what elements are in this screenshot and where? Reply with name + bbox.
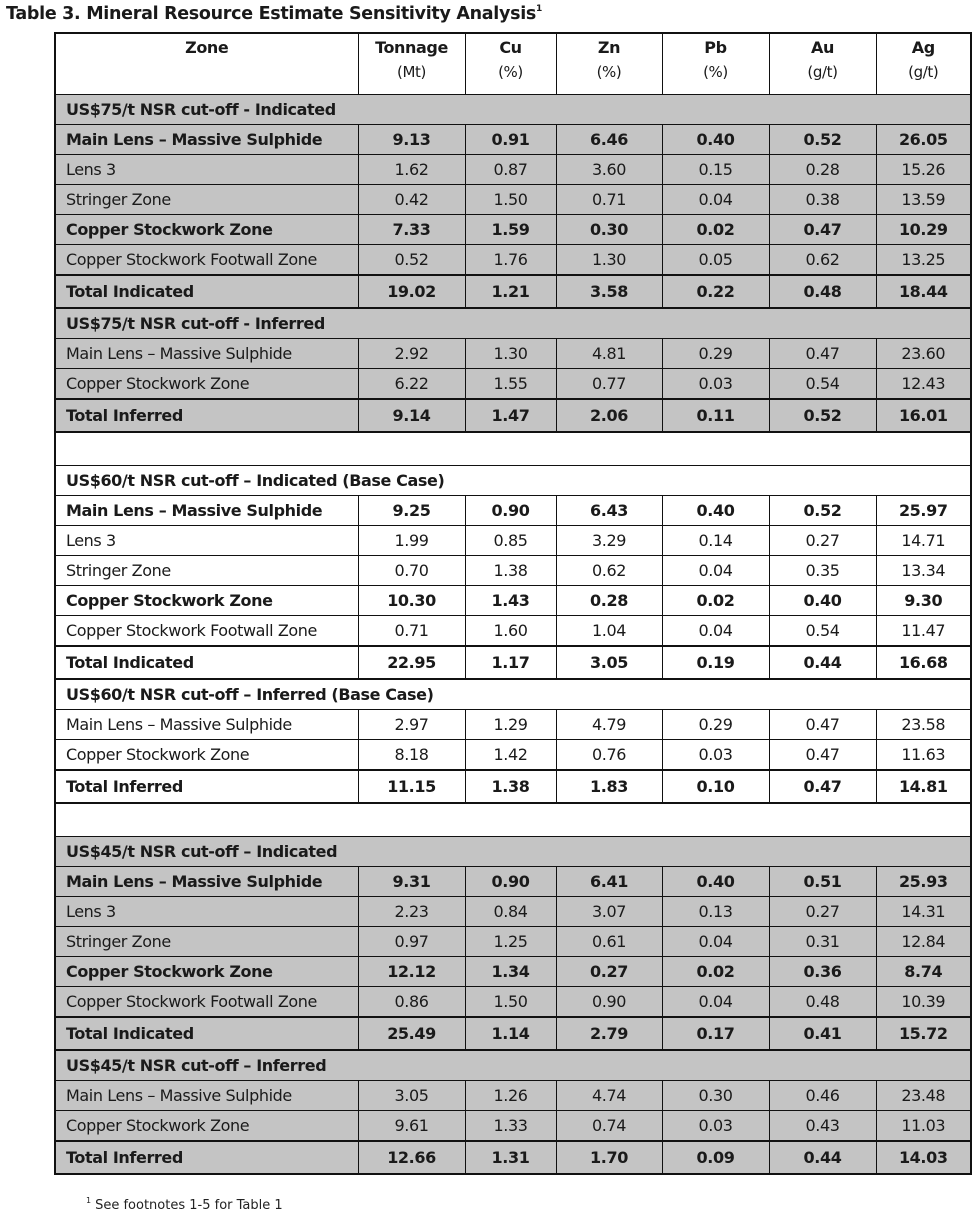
table-row (55, 616, 971, 647)
value-cell: 0.44 (769, 1141, 876, 1174)
value-cell: 2.92 (358, 339, 465, 369)
value-cell: 0.10 (662, 770, 769, 803)
value-cell: 0.05 (662, 245, 769, 276)
value-cell: 13.25 (876, 245, 971, 276)
column-header-pb: Pb (%) (662, 33, 769, 95)
value-cell: 0.85 (465, 526, 556, 556)
footnote-marker: 1 (86, 1196, 92, 1205)
value-cell: 0.40 (662, 496, 769, 526)
value-cell: 1.70 (556, 1141, 662, 1174)
value-cell: 0.17 (662, 1017, 769, 1050)
table-row (55, 215, 971, 245)
value-cell: 0.47 (769, 710, 876, 740)
value-cell: 11.15 (358, 770, 465, 803)
value-cell: 0.51 (769, 867, 876, 897)
value-cell: 6.22 (358, 369, 465, 400)
value-cell: 0.97 (358, 927, 465, 957)
value-cell: 9.14 (358, 399, 465, 432)
value-cell: 9.31 (358, 867, 465, 897)
value-cell: 0.40 (662, 867, 769, 897)
total-row (55, 399, 971, 432)
value-cell: 10.30 (358, 586, 465, 616)
value-cell: 0.61 (556, 927, 662, 957)
spacer-cell (55, 432, 971, 466)
spacer-row (55, 432, 971, 466)
table-title-text: Table 3. Mineral Resource Estimate Sensitivity Analysis (6, 4, 537, 24)
value-cell: 10.39 (876, 987, 971, 1018)
value-cell: 0.71 (358, 616, 465, 647)
value-cell: 1.59 (465, 215, 556, 245)
value-cell: 4.81 (556, 339, 662, 369)
value-cell: 10.29 (876, 215, 971, 245)
value-cell: 8.74 (876, 957, 971, 987)
value-cell: 12.84 (876, 927, 971, 957)
section-title: US$45/t NSR cut-off – Indicated (55, 837, 971, 867)
zone-cell: Copper Stockwork Footwall Zone (55, 616, 358, 647)
value-cell: 12.66 (358, 1141, 465, 1174)
value-cell: 1.14 (465, 1017, 556, 1050)
spacer-row (55, 803, 971, 837)
value-cell: 1.30 (465, 339, 556, 369)
zone-cell: Copper Stockwork Zone (55, 586, 358, 616)
value-cell: 0.30 (662, 1081, 769, 1111)
value-cell: 0.02 (662, 215, 769, 245)
table-title (6, 4, 542, 24)
total-row (55, 770, 971, 803)
value-cell: 25.97 (876, 496, 971, 526)
zone-cell: Copper Stockwork Zone (55, 740, 358, 771)
table-row (55, 496, 971, 526)
value-cell: 0.28 (769, 155, 876, 185)
table-row (55, 526, 971, 556)
value-cell: 0.04 (662, 616, 769, 647)
table-row (55, 556, 971, 586)
value-cell: 0.35 (769, 556, 876, 586)
value-cell: 0.52 (769, 399, 876, 432)
value-cell: 3.05 (556, 646, 662, 679)
value-cell: 25.93 (876, 867, 971, 897)
table-row (55, 155, 971, 185)
section-title: US$60/t NSR cut-off – Inferred (Base Case) (55, 679, 971, 710)
footnote-text: See footnotes 1-5 for Table 1 (95, 1198, 283, 1213)
value-cell: 0.90 (556, 987, 662, 1018)
value-cell: 0.27 (556, 957, 662, 987)
table-row (55, 927, 971, 957)
zone-cell: Lens 3 (55, 155, 358, 185)
value-cell: 1.60 (465, 616, 556, 647)
value-cell: 4.74 (556, 1081, 662, 1111)
value-cell: 23.60 (876, 339, 971, 369)
column-header-tonnage: Tonnage (Mt) (358, 33, 465, 95)
section-title: US$60/t NSR cut-off – Indicated (Base Case) (55, 466, 971, 496)
zone-cell: Stringer Zone (55, 556, 358, 586)
value-cell: 0.38 (769, 185, 876, 215)
table-row (55, 339, 971, 369)
zone-cell: Total Indicated (55, 646, 358, 679)
value-cell: 15.26 (876, 155, 971, 185)
value-cell: 1.38 (465, 770, 556, 803)
value-cell: 0.90 (465, 867, 556, 897)
value-cell: 1.47 (465, 399, 556, 432)
zone-cell: Total Inferred (55, 770, 358, 803)
value-cell: 16.01 (876, 399, 971, 432)
value-cell: 2.23 (358, 897, 465, 927)
zone-cell: Copper Stockwork Footwall Zone (55, 987, 358, 1018)
value-cell: 0.54 (769, 616, 876, 647)
title-footnote-marker: 1 (536, 4, 542, 14)
value-cell: 9.30 (876, 586, 971, 616)
value-cell: 0.77 (556, 369, 662, 400)
value-cell: 15.72 (876, 1017, 971, 1050)
value-cell: 0.29 (662, 339, 769, 369)
value-cell: 0.47 (769, 740, 876, 771)
section-header-row (55, 837, 971, 867)
column-header-au: Au (g/t) (769, 33, 876, 95)
total-row (55, 1017, 971, 1050)
value-cell: 0.29 (662, 710, 769, 740)
table-row (55, 586, 971, 616)
zone-cell: Main Lens – Massive Sulphide (55, 710, 358, 740)
value-cell: 0.14 (662, 526, 769, 556)
value-cell: 1.62 (358, 155, 465, 185)
value-cell: 0.11 (662, 399, 769, 432)
zone-cell: Total Indicated (55, 1017, 358, 1050)
value-cell: 18.44 (876, 275, 971, 308)
value-cell: 19.02 (358, 275, 465, 308)
value-cell: 0.04 (662, 556, 769, 586)
footnote (86, 1196, 283, 1213)
zone-cell: Stringer Zone (55, 185, 358, 215)
value-cell: 0.52 (769, 125, 876, 155)
section-header-row (55, 308, 971, 339)
table-header-row (55, 33, 971, 95)
value-cell: 0.87 (465, 155, 556, 185)
value-cell: 13.59 (876, 185, 971, 215)
value-cell: 0.84 (465, 897, 556, 927)
value-cell: 6.43 (556, 496, 662, 526)
value-cell: 0.03 (662, 740, 769, 771)
value-cell: 0.42 (358, 185, 465, 215)
value-cell: 25.49 (358, 1017, 465, 1050)
value-cell: 11.03 (876, 1111, 971, 1142)
table-row (55, 740, 971, 771)
value-cell: 14.31 (876, 897, 971, 927)
value-cell: 1.99 (358, 526, 465, 556)
value-cell: 12.43 (876, 369, 971, 400)
zone-cell: Stringer Zone (55, 927, 358, 957)
value-cell: 6.46 (556, 125, 662, 155)
value-cell: 2.97 (358, 710, 465, 740)
section-header-row (55, 466, 971, 496)
value-cell: 0.62 (556, 556, 662, 586)
value-cell: 8.18 (358, 740, 465, 771)
spacer-cell (55, 803, 971, 837)
value-cell: 0.03 (662, 369, 769, 400)
value-cell: 1.50 (465, 185, 556, 215)
value-cell: 3.58 (556, 275, 662, 308)
table-row (55, 867, 971, 897)
section-header-row (55, 95, 971, 125)
table-row (55, 369, 971, 400)
value-cell: 1.17 (465, 646, 556, 679)
value-cell: 0.91 (465, 125, 556, 155)
table-row (55, 245, 971, 276)
value-cell: 0.44 (769, 646, 876, 679)
value-cell: 2.06 (556, 399, 662, 432)
value-cell: 14.81 (876, 770, 971, 803)
total-row (55, 646, 971, 679)
zone-cell: Copper Stockwork Zone (55, 215, 358, 245)
value-cell: 0.90 (465, 496, 556, 526)
table-row (55, 957, 971, 987)
value-cell: 0.48 (769, 275, 876, 308)
value-cell: 0.48 (769, 987, 876, 1018)
value-cell: 0.02 (662, 957, 769, 987)
value-cell: 0.54 (769, 369, 876, 400)
value-cell: 1.38 (465, 556, 556, 586)
value-cell: 0.70 (358, 556, 465, 586)
value-cell: 0.15 (662, 155, 769, 185)
zone-cell: Copper Stockwork Footwall Zone (55, 245, 358, 276)
column-header-zn: Zn (%) (556, 33, 662, 95)
resource-sensitivity-table (54, 32, 972, 1175)
value-cell: 11.47 (876, 616, 971, 647)
section-header-row (55, 1050, 971, 1081)
value-cell: 0.02 (662, 586, 769, 616)
value-cell: 14.71 (876, 526, 971, 556)
value-cell: 1.26 (465, 1081, 556, 1111)
value-cell: 0.43 (769, 1111, 876, 1142)
value-cell: 1.29 (465, 710, 556, 740)
value-cell: 0.27 (769, 897, 876, 927)
table-row (55, 897, 971, 927)
value-cell: 0.09 (662, 1141, 769, 1174)
value-cell: 3.29 (556, 526, 662, 556)
value-cell: 0.27 (769, 526, 876, 556)
zone-cell: Total Inferred (55, 399, 358, 432)
column-header-cu: Cu (%) (465, 33, 556, 95)
value-cell: 1.25 (465, 927, 556, 957)
value-cell: 9.13 (358, 125, 465, 155)
value-cell: 0.76 (556, 740, 662, 771)
value-cell: 0.71 (556, 185, 662, 215)
value-cell: 1.83 (556, 770, 662, 803)
value-cell: 0.04 (662, 185, 769, 215)
zone-cell: Lens 3 (55, 897, 358, 927)
zone-cell: Main Lens – Massive Sulphide (55, 867, 358, 897)
table-row (55, 1111, 971, 1142)
value-cell: 13.34 (876, 556, 971, 586)
value-cell: 9.25 (358, 496, 465, 526)
zone-cell: Copper Stockwork Zone (55, 1111, 358, 1142)
value-cell: 0.04 (662, 927, 769, 957)
zone-cell: Main Lens – Massive Sulphide (55, 339, 358, 369)
column-header-ag: Ag (g/t) (876, 33, 971, 95)
table-row (55, 1081, 971, 1111)
value-cell: 23.48 (876, 1081, 971, 1111)
value-cell: 1.43 (465, 586, 556, 616)
value-cell: 0.47 (769, 215, 876, 245)
value-cell: 2.79 (556, 1017, 662, 1050)
section-title: US$45/t NSR cut-off – Inferred (55, 1050, 971, 1081)
table-row (55, 185, 971, 215)
value-cell: 0.47 (769, 770, 876, 803)
total-row (55, 275, 971, 308)
section-title: US$75/t NSR cut-off - Inferred (55, 308, 971, 339)
value-cell: 1.76 (465, 245, 556, 276)
value-cell: 12.12 (358, 957, 465, 987)
zone-cell: Main Lens – Massive Sulphide (55, 1081, 358, 1111)
table-row (55, 987, 971, 1018)
value-cell: 0.19 (662, 646, 769, 679)
value-cell: 0.28 (556, 586, 662, 616)
value-cell: 1.34 (465, 957, 556, 987)
value-cell: 3.60 (556, 155, 662, 185)
value-cell: 0.52 (358, 245, 465, 276)
value-cell: 0.31 (769, 927, 876, 957)
value-cell: 1.33 (465, 1111, 556, 1142)
value-cell: 1.31 (465, 1141, 556, 1174)
section-title: US$75/t NSR cut-off - Indicated (55, 95, 971, 125)
value-cell: 22.95 (358, 646, 465, 679)
zone-cell: Main Lens – Massive Sulphide (55, 125, 358, 155)
value-cell: 14.03 (876, 1141, 971, 1174)
zone-cell: Copper Stockwork Zone (55, 957, 358, 987)
value-cell: 7.33 (358, 215, 465, 245)
column-header-zone: Zone (55, 33, 358, 95)
value-cell: 1.04 (556, 616, 662, 647)
zone-cell: Lens 3 (55, 526, 358, 556)
zone-cell: Total Inferred (55, 1141, 358, 1174)
value-cell: 1.30 (556, 245, 662, 276)
value-cell: 4.79 (556, 710, 662, 740)
zone-cell: Total Indicated (55, 275, 358, 308)
value-cell: 0.40 (769, 586, 876, 616)
value-cell: 0.46 (769, 1081, 876, 1111)
value-cell: 0.74 (556, 1111, 662, 1142)
table-row (55, 710, 971, 740)
value-cell: 0.86 (358, 987, 465, 1018)
value-cell: 0.03 (662, 1111, 769, 1142)
value-cell: 6.41 (556, 867, 662, 897)
value-cell: 1.42 (465, 740, 556, 771)
value-cell: 16.68 (876, 646, 971, 679)
value-cell: 0.13 (662, 897, 769, 927)
value-cell: 0.04 (662, 987, 769, 1018)
value-cell: 9.61 (358, 1111, 465, 1142)
value-cell: 0.52 (769, 496, 876, 526)
value-cell: 0.30 (556, 215, 662, 245)
section-header-row (55, 679, 971, 710)
value-cell: 1.50 (465, 987, 556, 1018)
value-cell: 0.47 (769, 339, 876, 369)
value-cell: 23.58 (876, 710, 971, 740)
value-cell: 3.05 (358, 1081, 465, 1111)
value-cell: 11.63 (876, 740, 971, 771)
value-cell: 1.21 (465, 275, 556, 308)
value-cell: 0.36 (769, 957, 876, 987)
total-row (55, 1141, 971, 1174)
zone-cell: Copper Stockwork Zone (55, 369, 358, 400)
value-cell: 26.05 (876, 125, 971, 155)
value-cell: 3.07 (556, 897, 662, 927)
value-cell: 0.41 (769, 1017, 876, 1050)
table-row (55, 125, 971, 155)
value-cell: 0.62 (769, 245, 876, 276)
zone-cell: Main Lens – Massive Sulphide (55, 496, 358, 526)
value-cell: 0.22 (662, 275, 769, 308)
value-cell: 0.40 (662, 125, 769, 155)
value-cell: 1.55 (465, 369, 556, 400)
